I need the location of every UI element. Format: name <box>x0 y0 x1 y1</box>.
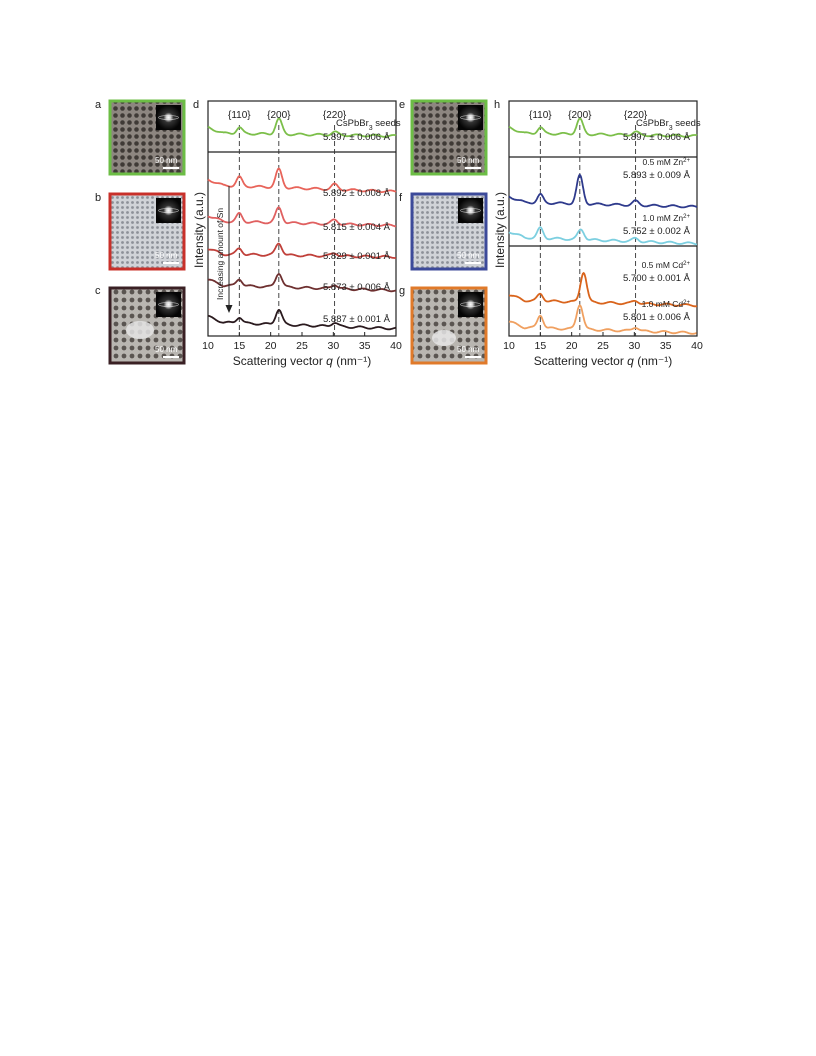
ion-label-3: 0.5 mM $Cd^{2+}$ <box>641 260 690 270</box>
x-tick-label-3: 25 <box>597 340 609 352</box>
chart-panel-d <box>192 101 402 368</box>
tem-image-e <box>412 101 486 174</box>
lattice-label-0: 5.897 ± 0.006 Å <box>622 132 690 143</box>
scale-bar-label-c: 50 nm <box>155 345 178 354</box>
x-tick-label-2: 20 <box>565 340 578 352</box>
lattice-label-0: 5.897 ± 0.006 Å <box>322 132 390 143</box>
y-axis-title-d: Intensity (a.u.) <box>192 191 206 268</box>
x-tick-label-0: 10 <box>503 340 515 352</box>
scale-bar-label-a: 50 nm <box>155 156 178 165</box>
scale-bar-label-e: 50 nm <box>457 156 480 165</box>
lattice-label-1: 5.893 ± 0.009 Å <box>622 170 690 181</box>
panel-label-b: b <box>95 192 102 204</box>
lattice-label-4: 5.873 ± 0.006 Å <box>322 282 390 293</box>
x-tick-label-5: 35 <box>358 340 371 352</box>
x-tick-label-4: 30 <box>628 340 641 352</box>
scale-bar-c <box>163 356 179 358</box>
saed-inset-g <box>458 292 483 317</box>
panel-label-e: e <box>399 99 406 111</box>
lattice-label-2: 5.815 ± 0.004 Å <box>322 222 390 233</box>
sn-arrow-head <box>226 305 233 313</box>
panel-label-g: g <box>399 285 406 297</box>
lattice-label-5: 5.887 ± 0.001 Å <box>322 314 390 325</box>
saed-inset-c <box>156 292 181 317</box>
saed-inset-b <box>156 198 181 223</box>
ion-label-4: 1.0 mM $Cd^{2+}$ <box>641 299 690 309</box>
seed-label-h: CsPbBr$_3$ seeds <box>636 118 701 132</box>
saed-inset-a <box>156 105 181 130</box>
peak-label-0: {110} <box>529 110 552 121</box>
lattice-label-4: 5.801 ± 0.006 Å <box>622 312 690 323</box>
x-axis-title-d: Scattering vector q (nm⁻¹) <box>232 354 372 368</box>
peak-label-1: {200} <box>267 110 291 121</box>
scale-bar-g <box>465 356 481 358</box>
saed-inset-f <box>458 198 483 223</box>
peak-label-1: {200} <box>568 110 592 121</box>
peak-label-2: {220} <box>322 110 347 121</box>
lattice-label-1: 5.892 ± 0.008 Å <box>322 188 390 199</box>
x-tick-label-4: 30 <box>327 340 340 352</box>
ion-label-1: 0.5 mM $Zn^{2+}$ <box>642 157 690 167</box>
panel-label-h: h <box>494 99 501 111</box>
scale-bar-e <box>465 167 481 169</box>
sn-arrow-label: Increasing amount of Sn <box>215 207 225 300</box>
peak-label-0: {110} <box>228 110 251 121</box>
scale-bar-f <box>465 262 481 264</box>
tem-image-g <box>412 288 486 363</box>
scale-bar-a <box>163 167 179 169</box>
seed-label-d: CsPbBr$_3$ seeds <box>336 118 401 132</box>
x-tick-label-1: 15 <box>233 340 246 352</box>
x-axis-title-h: Scattering vector q (nm⁻¹) <box>533 354 673 368</box>
lattice-label-3: 5.700 ± 0.001 Å <box>622 273 690 284</box>
scale-bar-b <box>163 262 179 264</box>
x-tick-label-6: 40 <box>390 340 402 352</box>
x-tick-label-1: 15 <box>534 340 547 352</box>
chart-panel-h <box>493 101 703 368</box>
y-axis-title-h: Intensity (a.u.) <box>493 191 507 268</box>
tem-image-c <box>110 288 184 363</box>
scale-bar-label-b: 50 nm <box>155 251 178 260</box>
tem-image-a <box>110 101 184 174</box>
x-tick-label-6: 40 <box>691 340 703 352</box>
x-tick-label-5: 35 <box>659 340 672 352</box>
x-tick-label-3: 25 <box>296 340 308 352</box>
tem-image-b <box>110 194 184 269</box>
tem-image-f <box>412 194 486 269</box>
x-tick-label-0: 10 <box>202 340 214 352</box>
ion-label-2: 1.0 mM $Zn^{2+}$ <box>642 213 690 223</box>
panel-label-f: f <box>399 192 403 204</box>
scale-bar-label-f: 50 nm <box>457 251 480 260</box>
panel-label-a: a <box>95 99 102 111</box>
panel-label-d: d <box>193 99 200 111</box>
peak-label-2: {220} <box>623 110 648 121</box>
lattice-label-3: 5.829 ± 0.001 Å <box>322 251 390 262</box>
scale-bar-label-g: 50 nm <box>457 345 480 354</box>
x-tick-label-2: 20 <box>264 340 277 352</box>
saed-inset-e <box>458 105 483 130</box>
lattice-label-2: 5.752 ± 0.002 Å <box>622 226 690 237</box>
panel-label-c: c <box>95 285 101 297</box>
